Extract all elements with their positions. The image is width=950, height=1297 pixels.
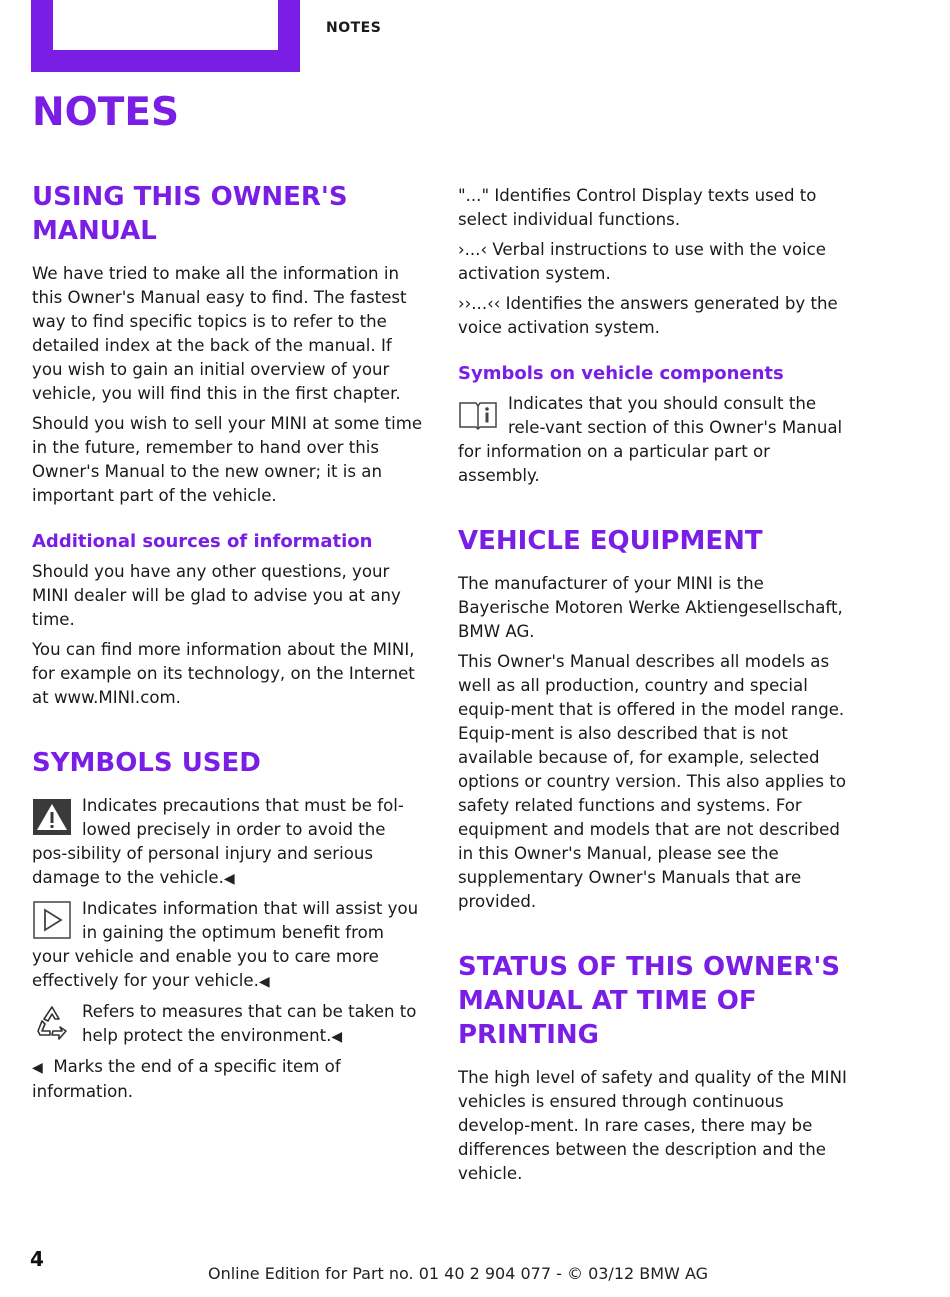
symbol-warning-text: Indicates precautions that must be fol-lowed precisely in order to avoid the pos-sibility of personal injury and serious damage to the vehicle. bbox=[32, 796, 404, 887]
chapter-tab bbox=[31, 0, 300, 72]
symbol-end-text: Marks the end of a specific item of information. bbox=[32, 1057, 341, 1101]
using-manual-heading: USING THIS OWNER'S MANUAL bbox=[32, 182, 348, 246]
additional-sources-paragraph-2: You can find more information about the MINI, for example on its technology, on the Internet at www.MINI.com. bbox=[32, 640, 415, 707]
page-number: 4 bbox=[30, 1247, 44, 1271]
manual-symbol-text: Indicates that you should consult the rele-vant section of this Owner's Manual for information on a particular part or assembly. bbox=[458, 394, 843, 485]
end-mark-icon: ◀ bbox=[331, 1029, 343, 1045]
voice-answers-line: ››...‹‹ Identifies the answers generated by the voice activation system. bbox=[458, 294, 838, 337]
symbol-warning-item bbox=[32, 794, 424, 891]
using-manual-paragraph-1: We have tried to make all the information in this Owner's Manual easy to find. The fastest way to find specific topics is to refer to the detailed index at the back of the manual. If you wish to gain an initial overview of your vehicle, you will find this in the first chapter. bbox=[32, 264, 407, 403]
manual-symbol-item bbox=[458, 392, 850, 488]
symbol-environment-text: Refers to measures that can be taken to help protect the environment. bbox=[82, 1002, 417, 1045]
verbal-instructions-line: ›...‹ Verbal instructions to use with the voice activation system. bbox=[458, 240, 826, 283]
vehicle-symbols-heading: Symbols on vehicle components bbox=[458, 363, 784, 384]
status-heading: STATUS OF THIS OWNER'S MANUAL AT TIME OF PRINTING bbox=[458, 952, 841, 1050]
additional-sources-paragraph-1: Should you have any other questions, your MINI dealer will be glad to advise you at any time. bbox=[32, 562, 401, 629]
play-triangle-icon bbox=[32, 900, 72, 940]
symbol-info-text: Indicates information that will assist you in gaining the optimum benefit from your vehicle and enable you to care more effectively for your vehicle. bbox=[32, 899, 419, 990]
page-title: NOTES bbox=[32, 90, 180, 135]
symbol-environment-item bbox=[32, 1000, 424, 1049]
end-mark-icon: ◀ bbox=[223, 871, 235, 887]
status-paragraph-1: The high level of safety and quality of the MINI vehicles is ensured through continuous develop-ment. In rare cases, there may be differences between the description and the vehicle. bbox=[458, 1068, 847, 1183]
recycle-icon bbox=[32, 1003, 72, 1043]
vehicle-equipment-paragraph-1: The manufacturer of your MINI is the Bayerische Motoren Werke Aktiengesellschaft, BMW AG. bbox=[458, 574, 843, 641]
end-mark-icon: ◀ bbox=[258, 974, 270, 990]
display-texts-line: "..." Identifies Control Display texts used to select individual functions. bbox=[458, 186, 817, 229]
book-info-icon bbox=[458, 395, 498, 435]
additional-sources-heading: Additional sources of information bbox=[32, 531, 373, 552]
vehicle-equipment-heading: VEHICLE EQUIPMENT bbox=[458, 526, 763, 556]
symbols-used-heading: SYMBOLS USED bbox=[32, 748, 261, 778]
using-manual-paragraph-2: Should you wish to sell your MINI at some time in the future, remember to hand over this Owner's Manual to the new owner; it is an important part of the vehicle. bbox=[32, 414, 423, 505]
right-column bbox=[458, 184, 850, 1192]
left-column bbox=[32, 180, 424, 1110]
symbol-info-item bbox=[32, 897, 424, 994]
vehicle-equipment-paragraph-2: This Owner's Manual describes all models as well as all production, country and special equip-ment that is offered in the model range. Equip-ment is also described that is not available because of, for example, selected options or country version. This also applies to safety related functions and systems. For equipment and models that are not described in this Owner's Manual, please see the supplementary Owner's Manuals that are provided. bbox=[458, 652, 846, 911]
edition-footer: Online Edition for Part no. 01 40 2 904 077 - © 03/12 BMW AG bbox=[208, 1264, 709, 1283]
chapter-tab-inner bbox=[53, 0, 278, 50]
end-mark-icon: ◀ bbox=[32, 1060, 43, 1076]
running-head: NOTES bbox=[326, 20, 382, 36]
symbol-end-item bbox=[32, 1055, 424, 1104]
warning-triangle-icon bbox=[32, 797, 72, 837]
